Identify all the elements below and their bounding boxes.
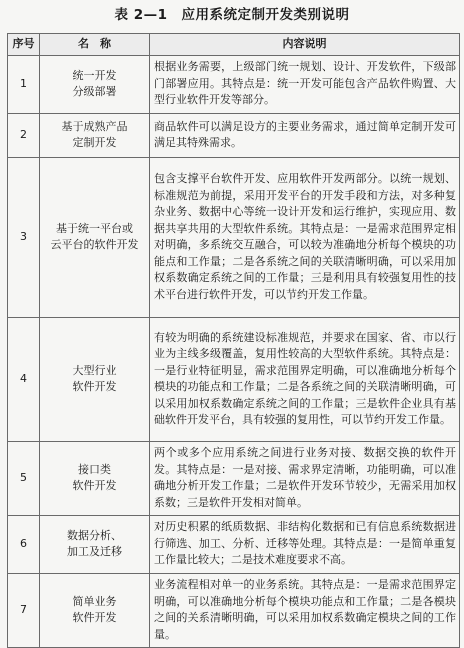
row-name-line: 基于统一平台或 bbox=[56, 221, 133, 235]
row-description: 根据业务需要，上级部门统一规划、设计、开发软件，下级部门部署应用。其特点是：统一开发可能包含产品软件购置、大型行业软件开发等部分。 bbox=[150, 55, 460, 113]
row-name-line: 简单业务 bbox=[72, 594, 117, 608]
header-no: 序号 bbox=[8, 34, 40, 56]
table-row bbox=[8, 113, 460, 157]
row-description: 对历史积累的纸质数据、非结构化数据和已有信息系统数据进行筛选、加工、分析、迁移等处理。其特点是：一是简单重复工作量比较大；二是技术难度要求不高。 bbox=[150, 515, 460, 573]
row-number: 5 bbox=[8, 441, 40, 515]
row-name bbox=[40, 573, 150, 647]
row-number: 1 bbox=[8, 55, 40, 113]
category-table-container bbox=[7, 33, 459, 648]
row-description: 商品软件可以满足设方的主要业务需求，通过简单定制开发可满足其特殊需求。 bbox=[150, 113, 460, 157]
category-table bbox=[7, 33, 460, 648]
row-name-line: 统一开发 bbox=[72, 68, 117, 82]
row-number: 6 bbox=[8, 515, 40, 573]
row-description: 有较为明确的系统建设标准规范，并要求在国家、省、市以行业为主线多级覆盖，复用性较高的大型软件系统。其特点是：一是行业特征明显，需求范围界定明确，可以准确地分析每个模块的功能点和工作量；二是各系统之间的关联清晰明确，可以采用加权系数确定系统之间的工作量；三是软件企业具有基础软件开发平台，具有较强的复用性，可以节约开发工作量。 bbox=[150, 317, 460, 441]
table-header-row bbox=[8, 34, 460, 56]
table-row bbox=[8, 441, 460, 515]
row-name-line: 软件开发 bbox=[72, 380, 117, 393]
row-name-line: 软件开发 bbox=[72, 611, 117, 624]
table-title: 表 2—1 应用系统定制开发类别说明 bbox=[114, 7, 350, 23]
row-name bbox=[40, 157, 150, 317]
row-name bbox=[40, 317, 150, 441]
table-row bbox=[8, 515, 460, 573]
row-name-line: 软件开发 bbox=[72, 479, 117, 492]
row-name-line: 基于成熟产品 bbox=[61, 119, 128, 133]
row-name-line: 数据分析、 bbox=[67, 528, 122, 542]
header-name: 名 称 bbox=[40, 34, 150, 56]
row-name-line: 接口类 bbox=[78, 462, 111, 476]
row-number: 4 bbox=[8, 317, 40, 441]
row-description: 业务流程相对单一的业务系统。其特点是：一是需求范围界定明确，可以准确地分析每个模块功能点和工作量；二是各模块之间的关系清晰明确，可以采用加权系数确定模块之间的工作量。 bbox=[150, 573, 460, 647]
row-name-line: 大型行业 bbox=[72, 363, 117, 377]
row-name bbox=[40, 55, 150, 113]
row-name-line: 分级部署 bbox=[72, 85, 117, 98]
row-name-line: 加工及迁移 bbox=[67, 545, 122, 558]
table-row bbox=[8, 157, 460, 317]
row-name bbox=[40, 113, 150, 157]
row-name bbox=[40, 441, 150, 515]
table-row bbox=[8, 573, 460, 647]
table-row bbox=[8, 55, 460, 113]
row-description: 包含支撑平台软件开发、应用软件开发两部分。以统一规划、标准规范为前提，采用开发平台的开发手段和方法，对多种复杂业务、数据中心等统一设计开发和运行维护，实现应用、数据共享共用的大型软件系统。其特点是：一是需求范围界定相对明确，多系统交互融合，可以较为准确地分析每个模块的功能点和工作量；二是各系统之间的关联清晰明确，可以采用加权系数确定系统之间的工作量；三是利用具有较强复用性的技术平台进行软件开发，可以节约开发工作量。 bbox=[150, 157, 460, 317]
row-name-line: 定制开发 bbox=[72, 136, 117, 149]
row-name-line: 云平台的软件开发 bbox=[50, 238, 139, 251]
row-number: 2 bbox=[8, 113, 40, 157]
table-row bbox=[8, 317, 460, 441]
row-number: 7 bbox=[8, 573, 40, 647]
header-desc: 内容说明 bbox=[150, 34, 460, 56]
row-number: 3 bbox=[8, 157, 40, 317]
row-description: 两个或多个应用系统之间进行业务对接、数据交换的软件开发。其特点是：一是对接、需求界定清晰，功能明确，可以准确地分析开发工作量；二是软件开发环节较少，无需采用加权系数；三是软件开发相对简单。 bbox=[150, 441, 460, 515]
row-name bbox=[40, 515, 150, 573]
